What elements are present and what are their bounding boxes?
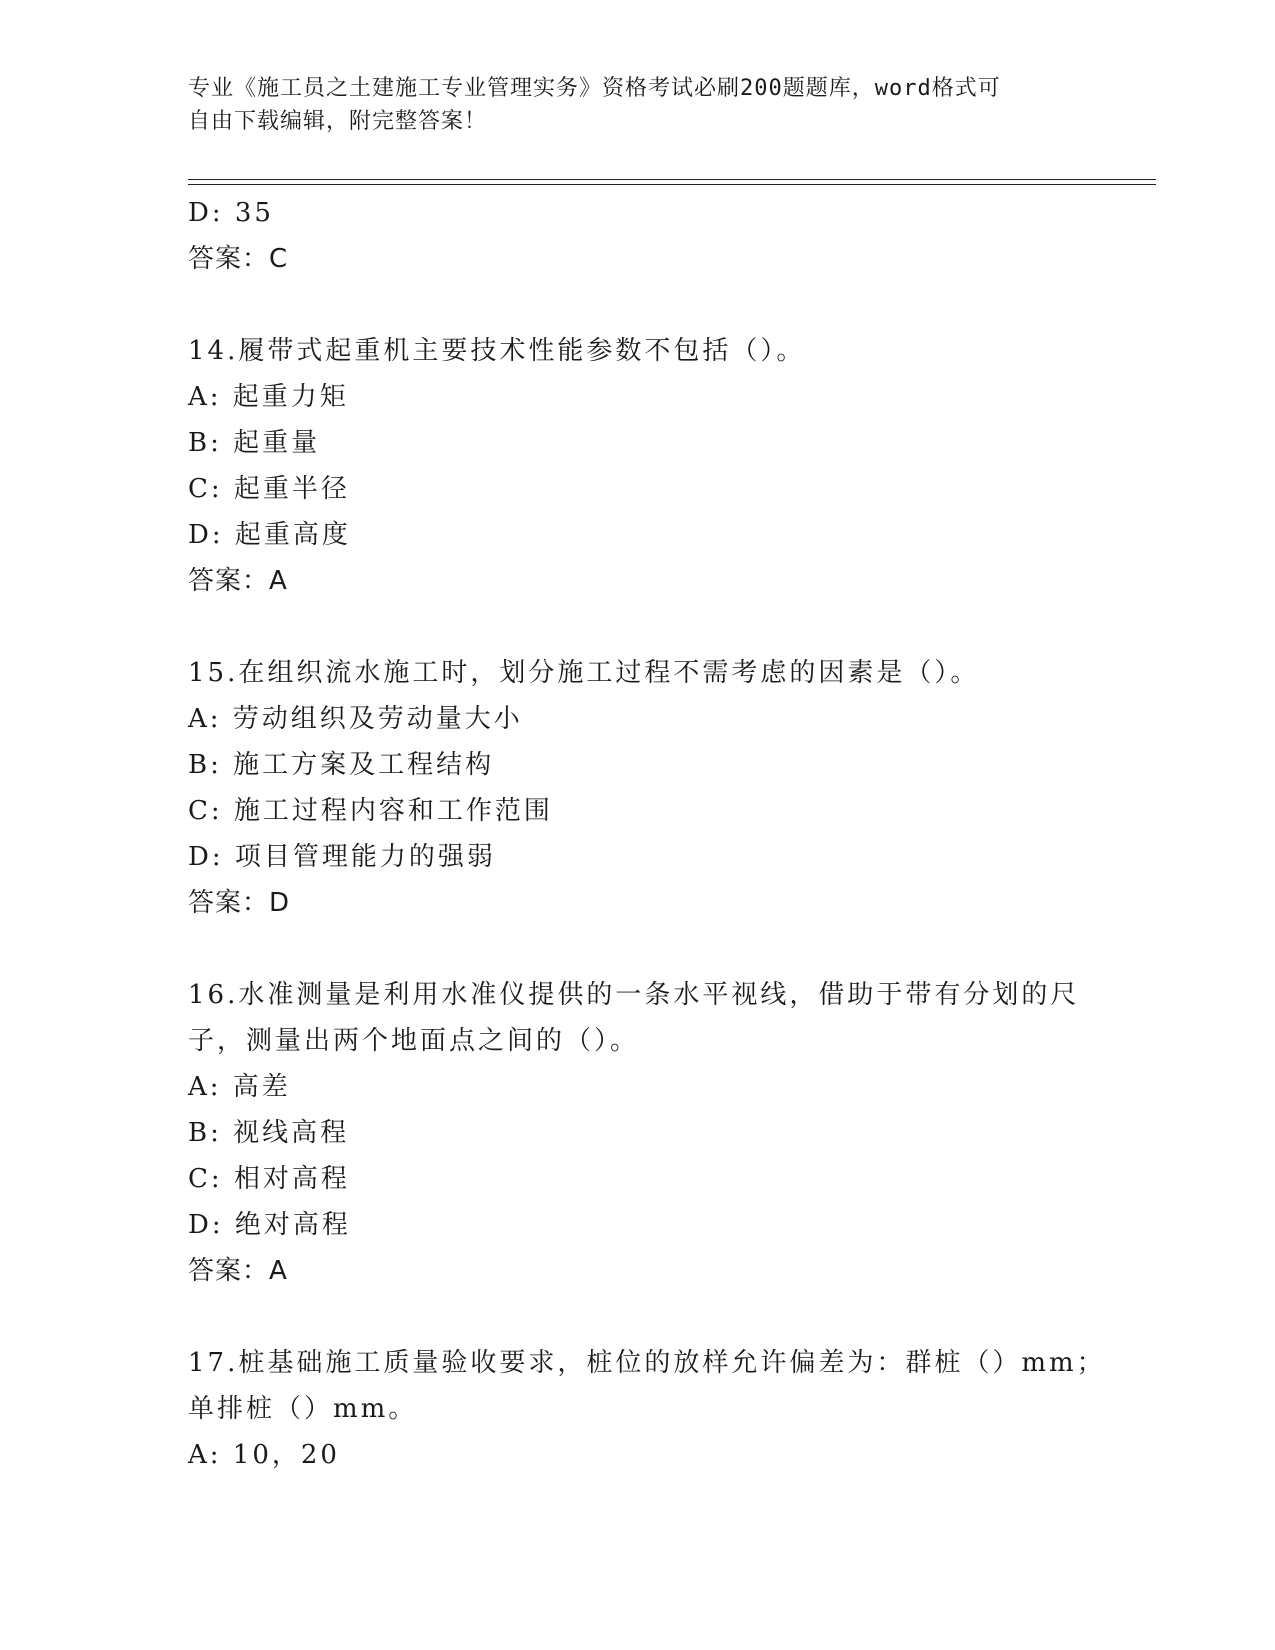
option-a: A: 劳动组织及劳动量大小 bbox=[188, 704, 523, 734]
answer: 答案：A bbox=[188, 566, 288, 596]
question-16 bbox=[188, 972, 1088, 1294]
question-stem-line-2: 子，测量出两个地面点之间的（）。 bbox=[188, 1026, 640, 1056]
option-a: A: 高差 bbox=[188, 1072, 291, 1102]
spacer bbox=[188, 926, 1088, 972]
question-stem-line-2: 单排桩（）mm。 bbox=[188, 1394, 418, 1424]
question-list bbox=[188, 190, 1106, 1478]
answer: 答案：A bbox=[188, 1256, 288, 1286]
option-d: D: 项目管理能力的强弱 bbox=[188, 842, 496, 872]
document-header bbox=[188, 72, 1068, 138]
option-a: A: 起重力矩 bbox=[188, 382, 349, 412]
option-b: B: 视线高程 bbox=[188, 1118, 350, 1148]
header-divider-top bbox=[188, 179, 1156, 180]
option-a: A: 10，20 bbox=[188, 1440, 340, 1470]
question-17 bbox=[188, 1340, 1106, 1478]
header-divider-bottom bbox=[188, 184, 1156, 185]
option-c: C: 相对高程 bbox=[188, 1164, 350, 1194]
question-14 bbox=[188, 328, 1088, 604]
question-stem: 14.履带式起重机主要技术性能参数不包括（）。 bbox=[188, 336, 806, 366]
option-c: C: 施工过程内容和工作范围 bbox=[188, 796, 553, 826]
option-d: D: 起重高度 bbox=[188, 520, 351, 550]
header-line-1: 专业《施工员之土建施工专业管理实务》资格考试必刷200题题库，word格式可 bbox=[188, 76, 1001, 101]
option-b: B: 施工方案及工程结构 bbox=[188, 750, 495, 780]
option-b: B: 起重量 bbox=[188, 428, 321, 458]
spacer bbox=[188, 282, 1088, 328]
question-15 bbox=[188, 650, 1088, 926]
answer: 答案：D bbox=[188, 888, 291, 918]
spacer bbox=[188, 604, 1088, 650]
question-stem-line-1: 17.桩基础施工质量验收要求，桩位的放样允许偏差为：群桩（）mm； bbox=[188, 1348, 1106, 1378]
question-stem: 15.在组织流水施工时，划分施工过程不需考虑的因素是（）。 bbox=[188, 658, 980, 688]
option-c: C: 起重半径 bbox=[188, 474, 350, 504]
spacer bbox=[188, 1294, 1088, 1340]
prev-answer: 答案：C bbox=[188, 244, 289, 274]
question-stem-line-1: 16.水准测量是利用水准仪提供的一条水平视线，借助于带有分划的尺 bbox=[188, 980, 1080, 1010]
header-line-2: 自由下载编辑，附完整答案！ bbox=[188, 109, 488, 134]
prev-option-d: D: 35 bbox=[188, 198, 274, 228]
option-d: D: 绝对高程 bbox=[188, 1210, 351, 1240]
